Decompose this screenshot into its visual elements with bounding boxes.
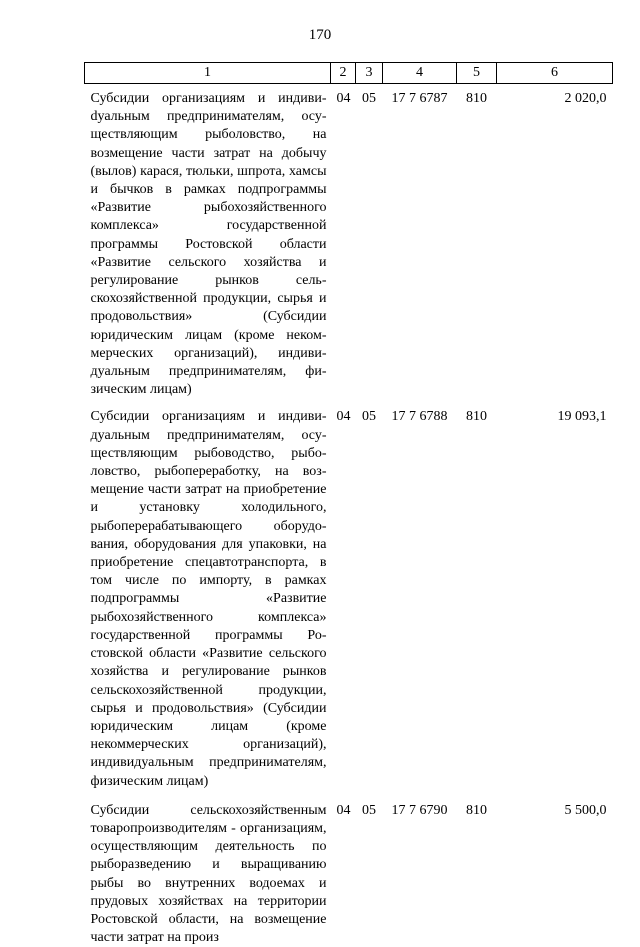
row-target-article-code: 17 7 6790: [391, 802, 448, 818]
column-header-3: 3: [356, 63, 383, 84]
row-expense-type-code: 810: [466, 409, 487, 425]
row-description: Субсидии сельскохозяйственным товаропроизводителям - организациям, осуществляющим деятельность по рыборазведению и выращиванию рыбы во внутренних водоемах и прудовых хозяйствах на территории Ростовской области, на возмещение части затрат на произ: [90, 802, 327, 946]
row-amount: 5 500,0: [564, 802, 607, 818]
column-header-4: 4: [383, 63, 457, 84]
row-subsection-code: 05: [362, 802, 376, 818]
row-section-code: 04: [336, 802, 351, 818]
row-amount: 2 020,0: [564, 91, 607, 106]
row-target-article-code: 17 7 6788: [391, 409, 448, 425]
table-row: [85, 84, 613, 400]
column-header-2: 2: [331, 63, 356, 84]
row-subsection-code: 05: [362, 91, 376, 106]
page-number: 170: [308, 27, 332, 43]
row-expense-type-code: 810: [466, 802, 487, 818]
table-header-row: [85, 63, 613, 84]
column-header-1: 1: [85, 63, 331, 84]
row-section-code: 04: [336, 91, 351, 106]
row-description: Субсидии организациям и индивиdуальным предпринимателям, осуществляющим рыболовство, на возмещение части затрат на добычу (вылов) карася, тюльки, шпрота, хамсы и бычков в рамках подпрограммы «Развитие рыбохозяйственного комплекса» государственной программы Ростовской области «Развитие сельского хозяйства и регулирование рынков сельскохозяйственной продукции, сырья и продовольствия» (Субсидии юридическим лицам (кроме некоммерческих организаций), индивидуальным предпринимателям, физическим лицам): [90, 91, 327, 398]
column-header-6: 6: [497, 63, 613, 84]
row-expense-type-code: 810: [466, 91, 487, 106]
row-section-code: 04: [336, 409, 351, 425]
budget-table: [84, 62, 613, 947]
table-row: [85, 791, 613, 947]
column-header-5: 5: [457, 63, 497, 84]
table-row: [85, 399, 613, 790]
row-description: Субсидии организациям и индивидуальным предпринимателям, осуществляющим рыбоводство, рыболовство, рыбопереработку, на возмещение части затрат на приобретение и установку холодильного, рыбоперерабатывающего оборудования, оборудования для упаковки, на приобретение спецавтотранспорта, в том числе по импорту, в рамках подпрограммы «Развитие рыбохозяйственного комплекса» государственной программы Ростовской области «Развитие сельского хозяйства и регулирование рынков сельскохозяйственной продукции, сырья и продовольствия» (Субсидии юридическим лицам (кроме некоммерческих организаций), индивидуальным предпринимателям, физическим лицам): [90, 409, 327, 789]
row-target-article-code: 17 7 6787: [391, 91, 448, 106]
row-subsection-code: 05: [362, 409, 376, 425]
row-amount: 19 093,1: [557, 409, 607, 425]
